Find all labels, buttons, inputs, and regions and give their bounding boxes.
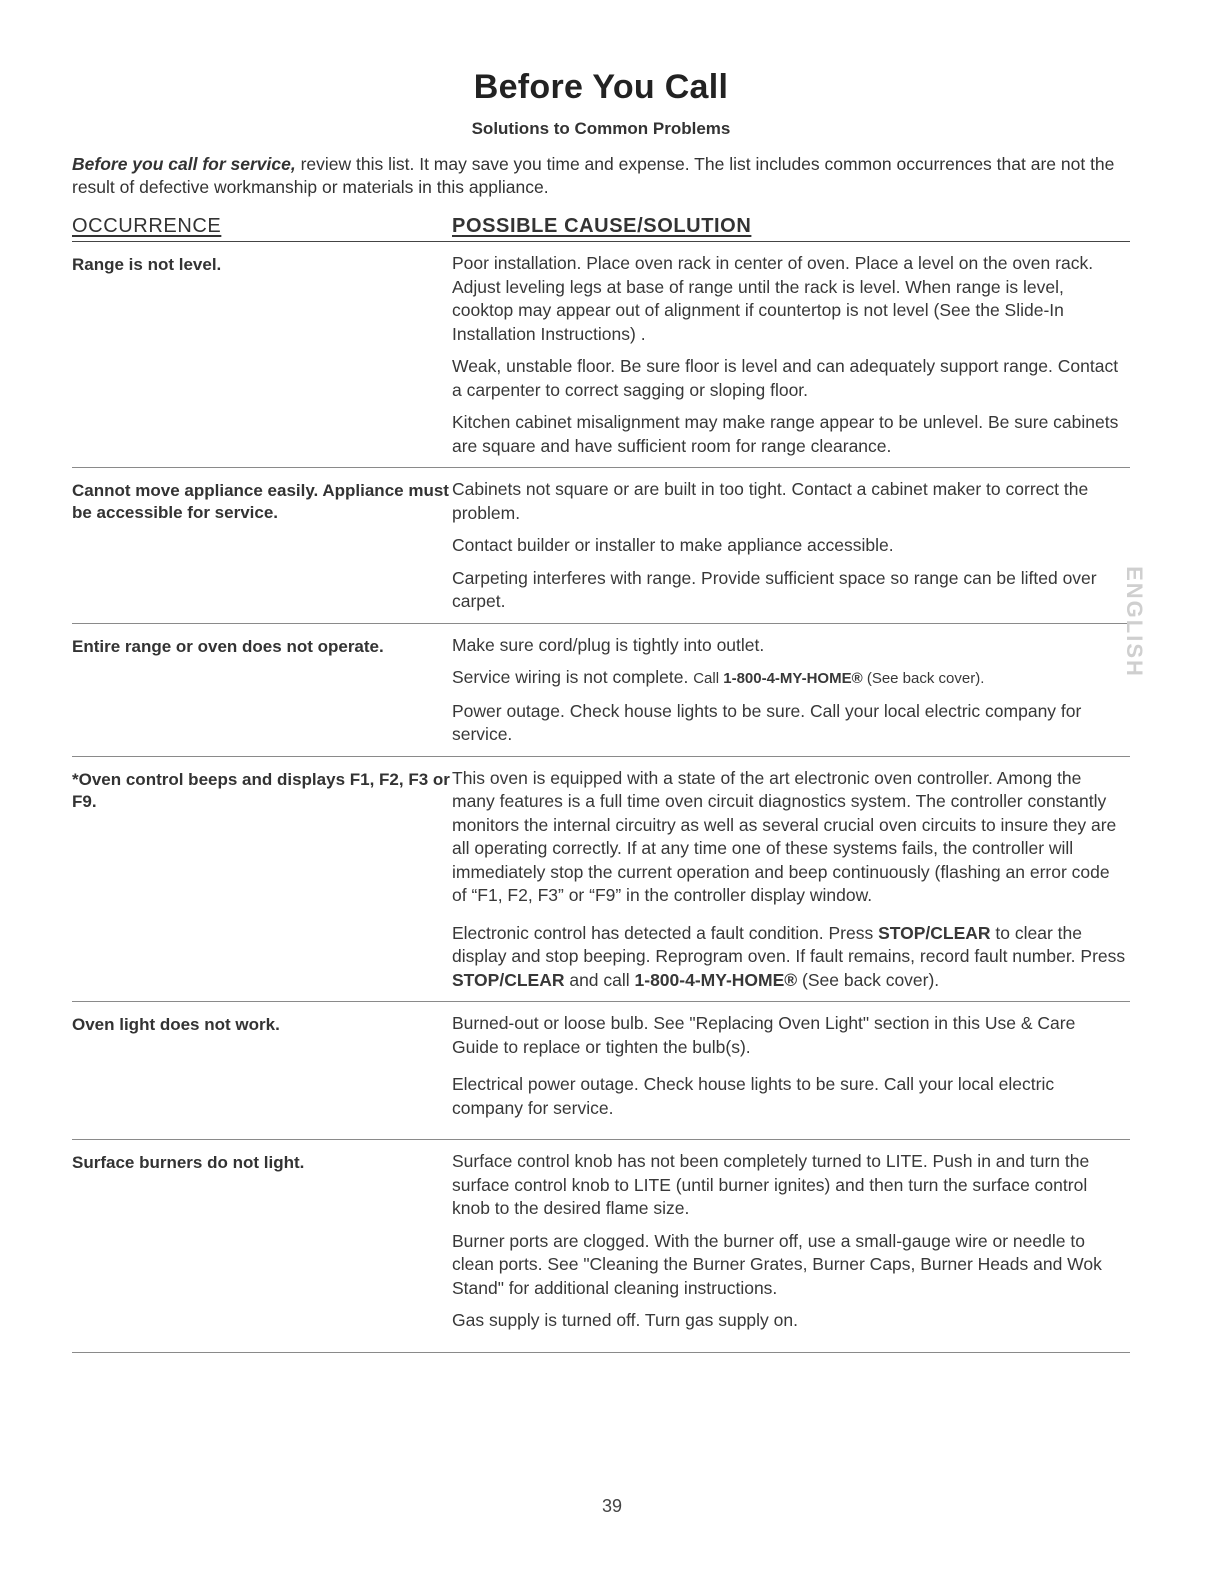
solution-part: to clear the display and stop beeping. Reprogram oven. If fault remains, record fault number. Press (452, 922, 1126, 966)
phone-number: 1-800-4-MY-HOME® (634, 969, 798, 990)
page-subtitle: Solutions to Common Problems (471, 119, 731, 138)
solution-text: Burned-out or loose bulb. See "Replacing Oven Light" section in this Use & Care Guide to replace or tighten the bulb(s). (452, 1013, 1076, 1057)
solution-text: Kitchen cabinet misalignment may make range appear to be unlevel. Be sure cabinets are square and have sufficient room for range clearance. (452, 412, 1119, 456)
solution-part: Service wiring is not complete. (452, 667, 694, 687)
call-text: Call (693, 670, 724, 687)
solution-cell (452, 634, 1130, 747)
see-back-cover: (See back cover). (862, 670, 985, 687)
header-solution: POSSIBLE CAUSE/SOLUTION (452, 215, 752, 237)
solution-text: Gas supply is turned off. Turn gas supply on. (452, 1310, 798, 1330)
solution-text: This oven is equipped with a state of the art electronic oven controller. Among the many features is a full time oven circuit diagnostics system. The controller constantly monitors the internal circuitry as well as several crucial oven circuits to insure they are all operating correctly. If at any time one of these systems fails, the controller will immediately stop the current operation and beep continuously (flashing an error code of “F1, F2, F3” or “F9” in the controller display window. (452, 767, 1117, 905)
solution-part: (See back cover). (797, 969, 940, 990)
table-row-cannot-move (72, 468, 1130, 624)
stop-clear-key: STOP/CLEAR (878, 922, 991, 943)
page-number: 39 (601, 1496, 623, 1516)
intro-paragraph (72, 153, 1130, 199)
solution-text: Contact builder or installer to make appliance accessible. (452, 535, 894, 555)
solution-text: Electrical power outage. Check house lights to be sure. Call your local electric company for service. (452, 1074, 1055, 1118)
table-header (72, 215, 1130, 242)
phone-number: 1-800-4-MY-HOME® (723, 670, 863, 687)
table-row-oven-light (72, 1002, 1130, 1140)
side-tab-label: ENGLISH (1122, 566, 1148, 678)
page (72, 0, 1130, 1353)
solution-text: Carpeting interferes with range. Provide sufficient space so range can be lifted over carpet. (452, 567, 1097, 611)
solution-cell (452, 478, 1130, 614)
header-occurrence: OCCURRENCE (72, 215, 222, 237)
solution-part: and call (564, 969, 635, 990)
occurrence-cell: Cannot move appliance easily. Appliance must be accessible for service. (72, 481, 449, 522)
solution-text: Make sure cord/plug is tightly into outlet. (452, 634, 765, 655)
page-title: Before You Call (473, 68, 729, 106)
occurrence-cell: Entire range or oven does not operate. (72, 636, 384, 656)
table-row-surface-burners (72, 1140, 1130, 1353)
solution-cell (452, 767, 1130, 993)
occurrence-cell: *Oven control beeps and displays F1, F2, F3 or F9. (72, 769, 450, 811)
solution-text: Weak, unstable floor. Be sure floor is level and can adequately support range. Contact a carpenter to correct sagging or sloping floor. (452, 356, 1119, 400)
solution-cell (452, 1150, 1130, 1343)
intro-text: review this list. It may save you time and expense. The list includes common occurrences that are not the result of defective workmanship or materials in this appliance. (72, 154, 1115, 197)
table-row-oven-control-beeps (72, 757, 1130, 1003)
occurrence-cell: Range is not level. (72, 255, 222, 274)
occurrence-cell: Surface burners do not light. (72, 1153, 305, 1172)
language-side-tab (1120, 562, 1148, 682)
solution-text: Burner ports are clogged. With the burner off, use a small-gauge wire or needle to clean ports. See "Cleaning the Burner Grates, Burner Caps, Burner Heads and Wok Stand" for additional cleaning instructions. (452, 1230, 1102, 1298)
solution-text: Surface control knob has not been completely turned to LITE. Push in and turn the surface control knob to LITE (until burner ignites) and then turn the surface control knob to the desired flame size. (452, 1151, 1090, 1218)
solution-text (452, 666, 1130, 691)
solution-text: Poor installation. Place oven rack in center of oven. Place a level on the oven rack. Adjust leveling legs at base of range until the rack is level. When range is level, cooktop may appear out of alignment if countertop is not level (See the Slide-In Installation Instructions) . (452, 253, 1094, 344)
occurrence-cell: Oven light does not work. (72, 1015, 280, 1034)
solution-text (452, 922, 1130, 993)
solution-text: Cabinets not square or are built in too tight. Contact a cabinet maker to correct the problem. (452, 479, 1089, 523)
solution-text: Power outage. Check house lights to be sure. Call your local electric company for service. (452, 700, 1082, 744)
intro-lead: Before you call for service, (72, 154, 296, 174)
table-row-range-not-level (72, 242, 1130, 468)
stop-clear-key: STOP/CLEAR (452, 969, 565, 990)
solution-part: Electronic control has detected a fault condition. Press (452, 922, 879, 943)
table-row-does-not-operate (72, 624, 1130, 757)
solution-cell (452, 1012, 1130, 1130)
solution-cell (452, 252, 1130, 458)
